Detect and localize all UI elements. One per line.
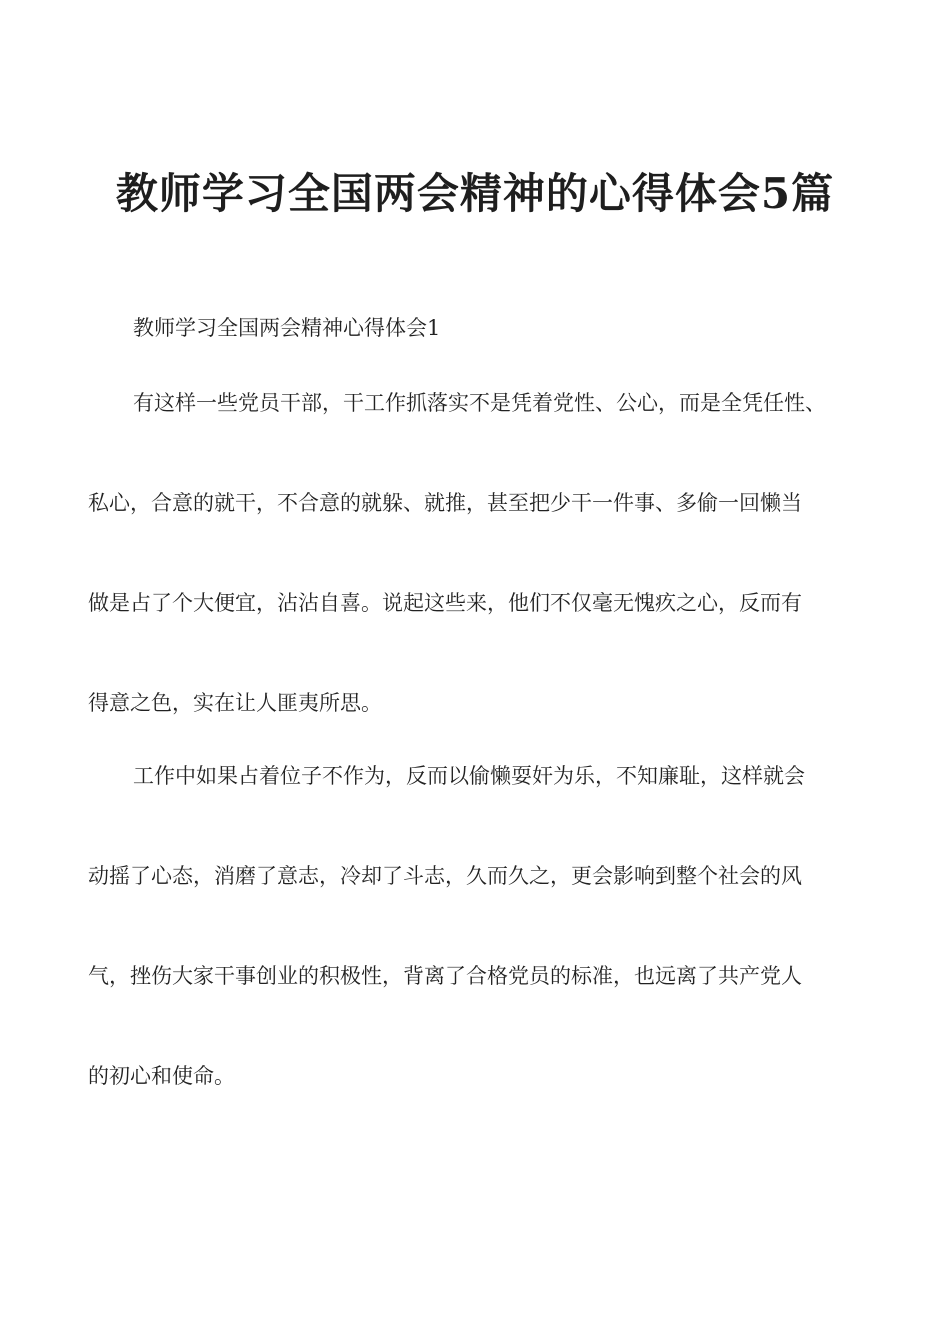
paragraph-line: 的初心和使命。 <box>88 1064 235 1088</box>
paragraph-line: 动摇了心态，消磨了意志，冷却了斗志，久而久之，更会影响到整个社会的风 <box>88 864 802 888</box>
section-heading: 教师学习全国两会精神心得体会1 <box>133 316 441 340</box>
paragraph-line: 得意之色，实在让人匪夷所思。 <box>88 691 382 715</box>
paragraph-line: 工作中如果占着位子不作为，反而以偷懒耍奸为乐，不知廉耻，这样就会 <box>133 764 805 788</box>
paragraph-1 <box>88 389 878 789</box>
paragraph-2 <box>88 762 878 1162</box>
document-title: 教师学习全国两会精神的心得体会5篇 <box>115 169 835 219</box>
paragraph-line: 气，挫伤大家干事创业的积极性，背离了合格党员的标准，也远离了共产党人 <box>88 964 802 988</box>
paragraph-line: 有这样一些党员干部，干工作抓落实不是凭着党性、公心，而是全凭任性、 <box>133 391 826 415</box>
paragraph-line: 做是占了个大便宜，沾沾自喜。说起这些来，他们不仅毫无愧疚之心，反而有 <box>88 591 802 615</box>
paragraph-line: 私心，合意的就干，不合意的就躲、就推，甚至把少干一件事、多偷一回懒当 <box>88 491 802 515</box>
